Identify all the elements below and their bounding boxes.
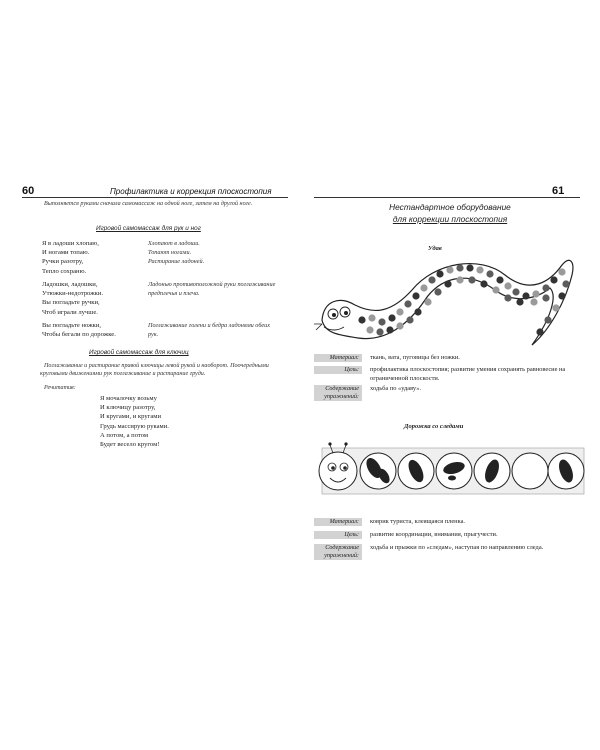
content-label: Содержание упражнений: — [314, 544, 362, 560]
poem-line: Я мочалочку возьму — [100, 395, 157, 402]
caterpillar-antenna-tip — [328, 442, 331, 445]
title-line-2: для коррекции плоскостопия — [392, 214, 508, 224]
intro-text: Выполняется руками сначала самомассаж на одной ноге, затем на другой ноге. — [44, 201, 253, 207]
content-value: ходьба по «удаву». — [370, 385, 422, 392]
figure-caption-snake: Удав — [428, 245, 442, 252]
goal-value: развитие координации, внимания, прыгучести. — [370, 531, 498, 538]
track-segment — [398, 453, 434, 489]
stanza-2-poem — [42, 280, 103, 317]
track-segment — [436, 453, 472, 489]
title-line-1: Нестандартное оборудование — [389, 202, 511, 212]
recitative-label: Речитатив: — [44, 385, 76, 391]
content-label: Содержание упражнений: — [314, 385, 362, 401]
recitative-poem — [100, 394, 169, 449]
caterpillar-pupil — [343, 466, 347, 470]
stanza-1-actions — [148, 239, 278, 266]
poem-line: Я в ладоши хлопаю, — [42, 240, 99, 247]
poem-line: Вы погладьте ножки, — [42, 322, 102, 329]
poem-line: Будет весело кругом! — [100, 441, 160, 449]
poem-line: Тепло сохраню. — [42, 267, 87, 275]
caterpillar-antenna-tip — [344, 442, 347, 445]
material-label: Материал: — [314, 518, 362, 526]
poem-line: Чтобы бегали по дорожке. — [42, 331, 116, 339]
poem-line: Ручки разотру, — [42, 258, 84, 266]
material-label: Материал: — [314, 354, 362, 362]
poem-line: И ногами топаю. — [42, 249, 90, 257]
material-value: ткань, вата, пуговицы без ножки. — [370, 354, 460, 361]
caterpillar-pupil — [331, 466, 335, 470]
poem-line: Чтоб играли лучше. — [42, 308, 98, 316]
action-line: Хлопают в ладоши. — [148, 240, 200, 247]
action-line: Топают ногами. — [148, 249, 192, 256]
poem-line: И ключицу разотру, — [100, 404, 156, 412]
goal-label: Цель: — [314, 366, 362, 374]
stanza-1-poem — [42, 239, 99, 276]
right-page — [300, 0, 600, 750]
poem-line: Утюжки-недотрожки. — [42, 290, 104, 298]
page-number: 61 — [552, 185, 565, 197]
action-line: Растирание ладоней. — [148, 258, 205, 265]
track-segment — [548, 453, 584, 489]
figure-caption-footprints: Дорожка со следами — [404, 423, 464, 430]
caterpillar-head — [319, 452, 357, 490]
poem-line: Ладошки, ладошки, — [42, 281, 98, 288]
footprint-track-illustration — [300, 0, 600, 750]
footprint-icon — [448, 476, 456, 481]
poem-line: А потом, а потом — [100, 431, 149, 439]
section-2-text: Поглаживание и растирание правой ключицы левой рукой и наоборот. Поочередными круговыми движениями рук поглаживание и растирание груди. — [40, 363, 269, 377]
running-header: Профилактика и коррекция плоскостопия — [110, 187, 272, 196]
goal-label: Цель: — [314, 531, 362, 539]
section-title-hands-legs: Игровой самомассаж для рук и ног — [96, 225, 201, 232]
stanza-2-action: Ладонью противоположной руки поглаживание предплечья и плеча. — [148, 281, 276, 297]
section-title-collarbones: Игровой самомассаж для ключиц — [89, 349, 189, 356]
material-value: коврик туриста, клеящаяся пленка. — [370, 518, 466, 525]
track-segment — [512, 453, 548, 489]
poem-line: Вы погладьте ручки, — [42, 299, 100, 307]
stanza-3-poem — [42, 321, 116, 339]
track-segment — [474, 453, 510, 489]
poem-line: И кругами, и кругами — [100, 413, 161, 421]
page-number: 60 — [22, 185, 35, 197]
header-rule — [22, 197, 288, 198]
content-value: ходьба и прыжки по «следам», наступая по направлению следа. — [370, 544, 544, 551]
stanza-3-action: Поглаживание голени и бедра ладонями обеих рук. — [148, 322, 271, 338]
poem-line: Грудь массирую руками. — [100, 422, 169, 430]
track-segment — [360, 453, 396, 489]
goal-value: профилактика плоскостопия; развитие умения сохранять равновесие на ограниченной плоскости. — [370, 366, 566, 382]
